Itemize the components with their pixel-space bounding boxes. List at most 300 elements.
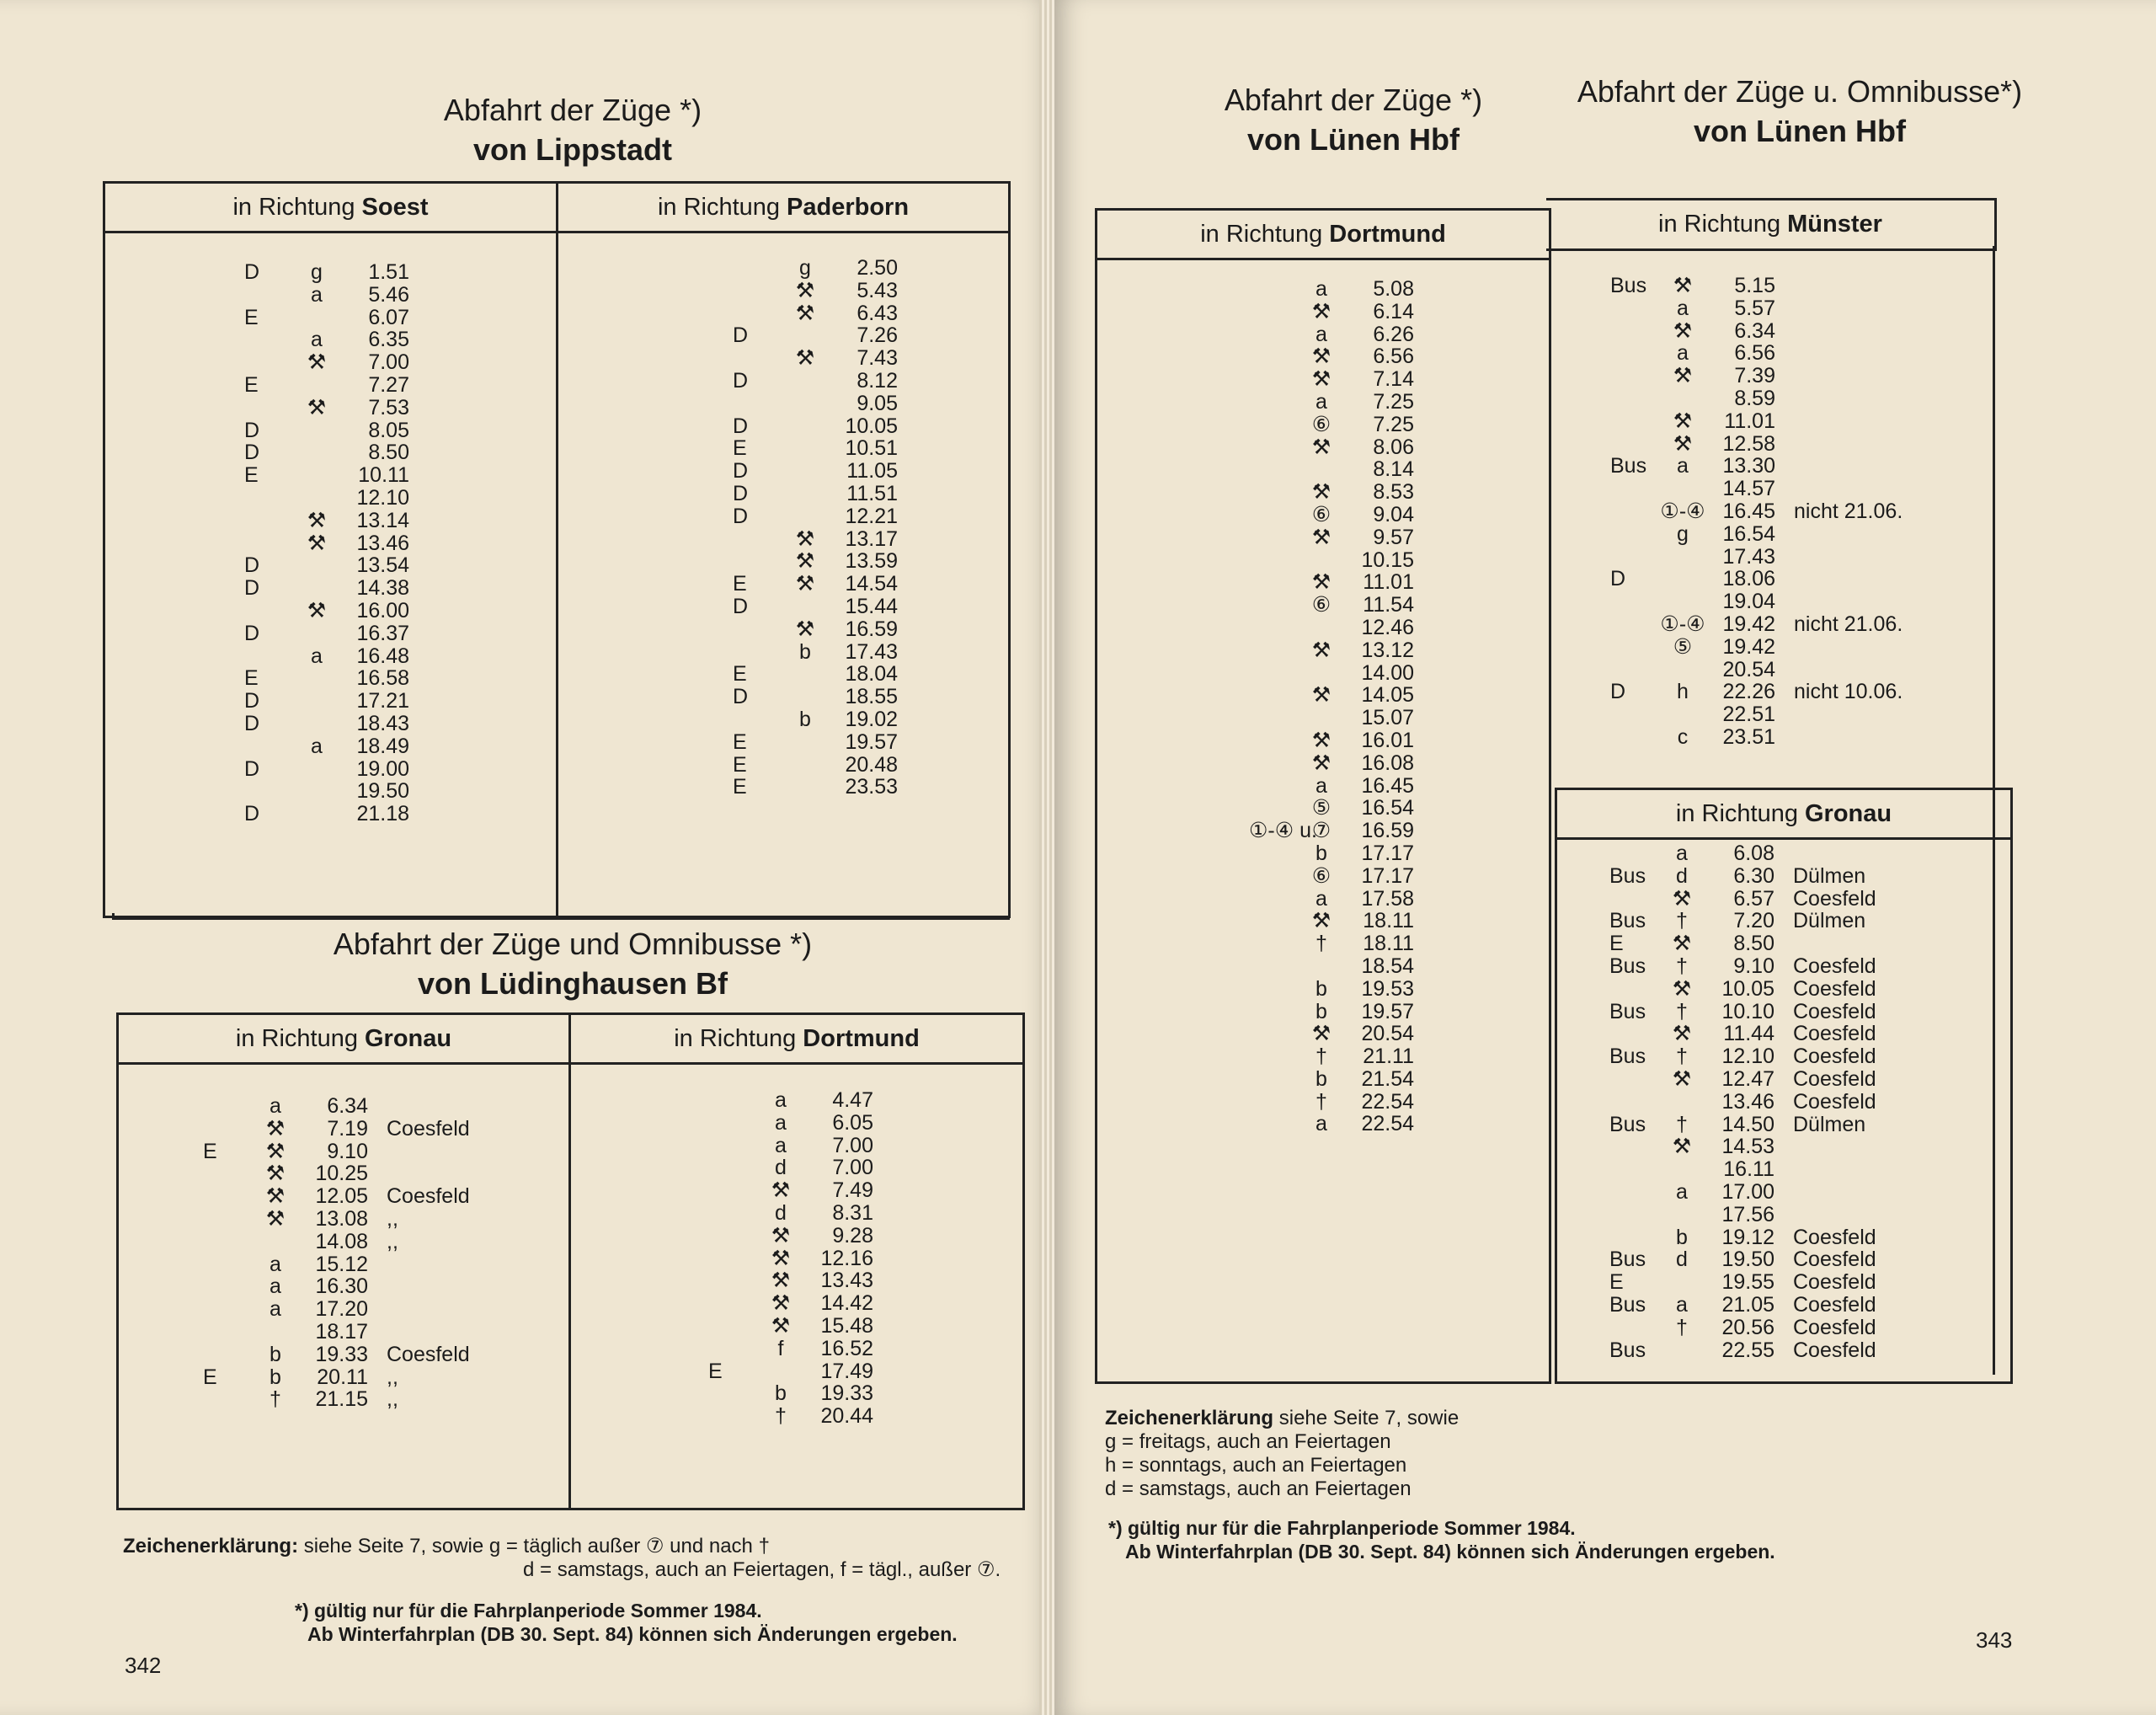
train-type: [1610, 523, 1654, 546]
marker: ⚒: [307, 598, 327, 622]
marker: [288, 690, 345, 713]
train-type: Bus: [1609, 863, 1646, 888]
heading-gronau: [1557, 790, 2010, 840]
heading-prefix: in Richtung: [232, 193, 355, 221]
marker: †: [1315, 932, 1327, 956]
departure-time: 12.10: [356, 485, 409, 510]
departure-time: 8.12: [857, 368, 898, 393]
departure-time: 11.05: [846, 459, 898, 484]
departure-time: 8.59: [1734, 386, 1775, 410]
timetable-row: [244, 307, 428, 329]
departure-time: 6.08: [1733, 841, 1774, 865]
departure-time: 17.21: [356, 689, 409, 713]
marker: [1654, 659, 1711, 681]
timetable-row: [1609, 1135, 1876, 1158]
timetable-row: [1249, 414, 1433, 436]
train-type: D: [733, 368, 749, 393]
train-type: [708, 1338, 752, 1360]
timetable-row: [708, 1360, 892, 1383]
timetable-row: [1249, 842, 1433, 865]
departure-time: 17.17: [1361, 863, 1414, 888]
muenster-departures: [1610, 275, 1903, 749]
note: [873, 1248, 892, 1270]
note: Coesfeld: [1793, 1315, 1876, 1339]
note: [898, 324, 916, 347]
train-type: [733, 347, 776, 370]
note: [1414, 549, 1433, 572]
note: [1414, 1091, 1433, 1114]
train-type: D: [733, 459, 749, 484]
departure-time: 23.53: [845, 775, 898, 799]
note: [1414, 729, 1433, 752]
marker: d: [775, 1156, 787, 1180]
train-type: [708, 1157, 752, 1179]
train-type: [1249, 278, 1293, 301]
departure-time: 14.08: [315, 1229, 368, 1253]
marker: a: [1315, 886, 1327, 911]
train-type: D: [1610, 567, 1626, 591]
marker: [1653, 1339, 1710, 1362]
marker: a: [1315, 773, 1327, 798]
note: [898, 347, 916, 370]
note: [873, 1157, 892, 1179]
gronau-departures: [1609, 842, 1876, 1361]
timetable-row: [733, 415, 916, 438]
train-type: Bus: [1609, 1044, 1646, 1069]
note: [368, 1253, 387, 1276]
timetable-row: [203, 1253, 470, 1276]
train-type: [708, 1202, 752, 1225]
train-type: [203, 1185, 247, 1208]
marker: †: [1676, 999, 1688, 1023]
timetable-row: [1609, 1226, 1876, 1249]
departure-time: 14.00: [1361, 660, 1414, 685]
train-type: [244, 487, 288, 510]
departure-time: 12.10: [1721, 1044, 1774, 1069]
marker: b: [799, 707, 811, 731]
train-type: Bus: [1609, 1292, 1646, 1317]
departure-time: 18.04: [845, 662, 898, 687]
marker: b: [799, 639, 811, 664]
lippstadt-table: [103, 181, 1011, 918]
departure-time: 9.04: [1373, 502, 1414, 526]
train-type: [244, 351, 288, 374]
note: ,,: [387, 1229, 398, 1253]
timetable-row: [733, 370, 916, 393]
departure-time: 23.51: [1722, 724, 1775, 749]
timetable-row: [203, 1388, 470, 1411]
heading-muenster: [1546, 200, 1994, 248]
timetable-row: [733, 393, 916, 415]
timetable-row: [203, 1231, 470, 1253]
note: [1414, 1068, 1433, 1091]
marker: ⚒: [771, 1246, 791, 1270]
departure-time: 7.00: [832, 1156, 873, 1180]
footnote: [1108, 1516, 1951, 1563]
train-type: [1609, 1317, 1653, 1339]
departure-time: 18.17: [315, 1319, 368, 1344]
right-page: [1054, 0, 2156, 1715]
timetable-row: [1249, 594, 1433, 617]
marker: [776, 731, 834, 754]
timetable-row: [733, 257, 916, 280]
timetable-row: [733, 573, 916, 596]
departure-time: 16.00: [356, 598, 409, 622]
marker: a: [1315, 277, 1327, 301]
note: Coesfeld: [387, 1116, 470, 1141]
train-type: [203, 1231, 247, 1253]
note: [1414, 1001, 1433, 1023]
departure-time: 22.54: [1361, 1112, 1414, 1136]
timetable-row: [1609, 1294, 1876, 1317]
timetable-row: [708, 1405, 892, 1428]
note: [1774, 1204, 1793, 1226]
departure-time: 6.57: [1733, 886, 1774, 911]
note: [1775, 455, 1794, 478]
departure-time: 22.55: [1721, 1338, 1774, 1362]
note: Coesfeld: [387, 1342, 470, 1366]
marker: a: [775, 1133, 787, 1157]
train-type: [1610, 636, 1654, 659]
marker: ⚒: [307, 350, 327, 375]
departure-time: 19.50: [356, 779, 409, 804]
train-type: D: [733, 414, 749, 438]
train-type: [1249, 1113, 1293, 1135]
marker: ⚒: [1673, 318, 1693, 343]
departure-time: 10.10: [1721, 999, 1774, 1023]
note: [898, 618, 916, 641]
departure-time: 8.50: [368, 441, 409, 465]
timetable-row: [244, 329, 428, 351]
note: [1414, 458, 1433, 481]
timetable-row: [733, 280, 916, 302]
departure-time: 1.51: [368, 260, 409, 284]
train-type: [1610, 613, 1654, 636]
legend: [1105, 1407, 1610, 1501]
timetable-row: [708, 1157, 892, 1179]
train-type: [733, 618, 776, 641]
note: [1414, 1113, 1433, 1135]
timetable-row: [244, 261, 428, 284]
marker: d: [1676, 1248, 1688, 1272]
marker: a: [1676, 1179, 1688, 1204]
train-type: [1609, 1204, 1653, 1226]
timetable-row: [1249, 1001, 1433, 1023]
marker: ⚒: [1672, 1135, 1692, 1159]
note: [898, 257, 916, 280]
timetable-row: [244, 758, 428, 781]
note: [1414, 436, 1433, 459]
train-type: [203, 1118, 247, 1141]
note: [1775, 523, 1794, 546]
note: [873, 1382, 892, 1405]
marker: [776, 776, 834, 799]
timetable-row: [1610, 433, 1903, 456]
departure-time: 7.26: [857, 323, 898, 348]
departure-time: 13.46: [1721, 1089, 1774, 1114]
departure-time: 6.56: [1373, 345, 1414, 369]
train-type: [1249, 504, 1293, 526]
note: [898, 505, 916, 528]
note: [1414, 345, 1433, 368]
note: [1775, 590, 1794, 613]
departure-time: 7.25: [1373, 389, 1414, 414]
note: [1414, 278, 1433, 301]
train-type: [708, 1382, 752, 1405]
train-type: Bus: [1609, 954, 1646, 978]
timetable-row: [1610, 726, 1903, 749]
footnote-line2: Ab Winterfahrplan (DB 30. Sept. 84) können sich Änderungen ergeben.: [307, 1623, 958, 1645]
marker: b: [1315, 976, 1327, 1001]
marker: [776, 686, 834, 708]
timetable-row: [1249, 345, 1433, 368]
marker: ⚒: [1311, 683, 1331, 708]
heading-dortmund: [1097, 211, 1549, 260]
marker: b: [1315, 841, 1327, 865]
departure-time: 20.54: [1722, 657, 1775, 681]
train-type: [244, 510, 288, 532]
marker: [776, 370, 834, 393]
marker: a: [1677, 454, 1689, 478]
departure-time: 9.28: [832, 1223, 873, 1248]
timetable-row: [733, 505, 916, 528]
marker: a: [1315, 1112, 1327, 1136]
note: [1414, 775, 1433, 798]
marker: a: [270, 1094, 281, 1118]
marker: ⚒: [771, 1223, 791, 1248]
timetable-row: [708, 1315, 892, 1338]
marker: [1654, 478, 1711, 500]
marker: a: [1676, 1292, 1688, 1317]
departure-time: 9.10: [327, 1139, 368, 1163]
note: Coesfeld: [1793, 1066, 1876, 1091]
marker: a: [775, 1110, 787, 1135]
departure-time: 7.53: [368, 395, 409, 419]
heading-city: Paderborn: [787, 193, 910, 221]
note: ,,: [387, 1387, 398, 1412]
departure-time: 19.04: [1722, 590, 1775, 614]
note: [1414, 797, 1433, 820]
train-type: [708, 1135, 752, 1157]
note: [1414, 414, 1433, 436]
timetable-row: [733, 708, 916, 731]
timetable-row: [1249, 662, 1433, 685]
note: [1414, 594, 1433, 617]
train-type: [1249, 301, 1293, 323]
departure-time: 21.54: [1361, 1066, 1414, 1091]
train-type: E: [244, 666, 259, 691]
train-type: E: [244, 372, 259, 397]
timetable-row: [1249, 526, 1433, 549]
departure-time: 11.54: [1363, 593, 1414, 617]
timetable-row: [1610, 523, 1903, 546]
note: [368, 1162, 387, 1185]
marker: †: [1676, 954, 1688, 978]
timetable-row: [1610, 297, 1903, 320]
timetable-row: [733, 302, 916, 325]
train-type: D: [244, 802, 260, 826]
column-divider: [556, 184, 558, 916]
timetable-row: [1249, 549, 1433, 572]
timetable-row: [1610, 387, 1903, 410]
timetable-row: [203, 1366, 470, 1389]
train-type: [1249, 797, 1293, 820]
timetable-row: [1249, 301, 1433, 323]
note: [368, 1275, 387, 1298]
marker: ⚒: [265, 1139, 286, 1163]
marker: †: [1315, 1089, 1327, 1114]
gronau-table: [1555, 788, 2013, 1384]
note: Coesfeld: [1793, 976, 1876, 1001]
title-line2: von Lünen Hbf: [1247, 121, 1460, 157]
departure-time: 6.35: [368, 328, 409, 352]
train-type: D: [733, 323, 749, 348]
marker: ⚒: [1311, 345, 1331, 369]
departure-time: 13.59: [845, 549, 898, 574]
departure-time: 14.54: [845, 572, 898, 596]
note: [409, 532, 428, 555]
train-type: [1610, 500, 1654, 523]
train-type: [1249, 707, 1293, 729]
timetable-row: [244, 735, 428, 758]
note: [409, 307, 428, 329]
marker: ⑥: [1311, 863, 1331, 888]
train-type: ①-④ u.: [1249, 819, 1317, 843]
timetable-row: [1249, 1023, 1433, 1045]
title-line2: von Lünen Hbf: [1694, 113, 1906, 148]
marker: ⚒: [1673, 364, 1693, 388]
departure-time: 14.50: [1721, 1112, 1774, 1136]
train-type: [244, 645, 288, 668]
timetable-row: [203, 1185, 470, 1208]
note: [898, 280, 916, 302]
marker: [288, 487, 345, 510]
timetable-row: [1610, 478, 1903, 500]
departure-time: 7.49: [832, 1178, 873, 1203]
timetable-row: [708, 1112, 892, 1135]
timetable-row: [244, 645, 428, 668]
timetable-row: [244, 667, 428, 690]
train-type: [1610, 546, 1654, 569]
marker: ⚒: [795, 549, 815, 574]
timetable-row: [1609, 1023, 1876, 1045]
note: [1775, 365, 1794, 387]
timetable-row: [1249, 775, 1433, 798]
note: [898, 415, 916, 438]
left-page: [0, 0, 1054, 1715]
train-type: E: [733, 729, 747, 754]
train-type: E: [708, 1359, 723, 1383]
marker: ⚒: [1672, 932, 1692, 956]
departure-time: 7.14: [1373, 367, 1414, 392]
train-type: D: [733, 594, 749, 618]
marker: b: [270, 1342, 281, 1366]
timetable-row: [1609, 1181, 1876, 1204]
note: [1775, 342, 1794, 365]
train-type: D: [1610, 680, 1626, 704]
marker: [288, 307, 345, 329]
luenen-title-trains-buses: [1526, 72, 2073, 152]
dortmund-table: [1095, 208, 1551, 1384]
timetable-row: [1249, 932, 1433, 955]
train-type: [1609, 1068, 1653, 1091]
train-type: [733, 302, 776, 325]
note: [898, 596, 916, 618]
train-type: [1249, 639, 1293, 662]
train-type: E: [244, 305, 259, 329]
note: [1414, 865, 1433, 888]
departure-time: 11.01: [1724, 409, 1775, 433]
departure-time: 12.58: [1722, 431, 1775, 456]
departure-time: 19.53: [1361, 976, 1414, 1001]
timetable-row: [733, 754, 916, 777]
gronau-departures: [203, 1095, 470, 1411]
timetable-row: [203, 1118, 470, 1141]
marker: [288, 419, 345, 442]
timetable-row: [244, 419, 428, 442]
train-type: [1610, 365, 1654, 387]
departure-time: 16.30: [315, 1274, 368, 1299]
departure-time: 14.53: [1721, 1135, 1774, 1159]
departure-time: 7.43: [857, 346, 898, 371]
marker: [288, 464, 345, 487]
departure-time: 6.56: [1734, 341, 1775, 366]
train-type: D: [733, 481, 749, 505]
timetable-row: [244, 351, 428, 374]
train-type: [708, 1089, 752, 1112]
timetable-row: [1609, 1091, 1876, 1114]
heading-dortmund: [571, 1015, 1022, 1065]
timetable-row: [244, 803, 428, 825]
note: [409, 600, 428, 622]
train-type: E: [733, 436, 747, 461]
marker: a: [1677, 296, 1689, 320]
heading-city: Dortmund: [1329, 220, 1446, 248]
marker: [288, 713, 345, 735]
note: [409, 758, 428, 781]
timetable-row: [1610, 703, 1903, 726]
timetable-row: [1249, 888, 1433, 911]
marker: [776, 437, 834, 460]
marker: ⚒: [1672, 1022, 1692, 1046]
marker: [288, 554, 345, 577]
departure-time: 21.18: [356, 802, 409, 826]
train-type: [733, 257, 776, 280]
departure-time: 17.58: [1361, 886, 1414, 911]
train-type: E: [733, 662, 747, 687]
marker: [776, 324, 834, 347]
marker: [247, 1321, 304, 1344]
note: [1775, 726, 1794, 749]
departure-time: 16.59: [1361, 819, 1414, 843]
departure-time: 11.51: [846, 481, 898, 505]
train-type: [1249, 436, 1293, 459]
marker: [776, 460, 834, 483]
train-type: [1609, 1226, 1653, 1249]
note: [1414, 662, 1433, 685]
departure-time: 16.54: [1722, 521, 1775, 546]
departure-time: 19.50: [1721, 1248, 1774, 1272]
train-type: [1610, 703, 1654, 726]
note: [1775, 659, 1794, 681]
train-type: [1609, 842, 1653, 865]
train-type: [1249, 910, 1293, 932]
note: [898, 663, 916, 686]
departure-time: 10.25: [315, 1162, 368, 1186]
departure-time: 10.51: [845, 436, 898, 461]
train-type: [203, 1208, 247, 1231]
note: [1414, 978, 1433, 1001]
